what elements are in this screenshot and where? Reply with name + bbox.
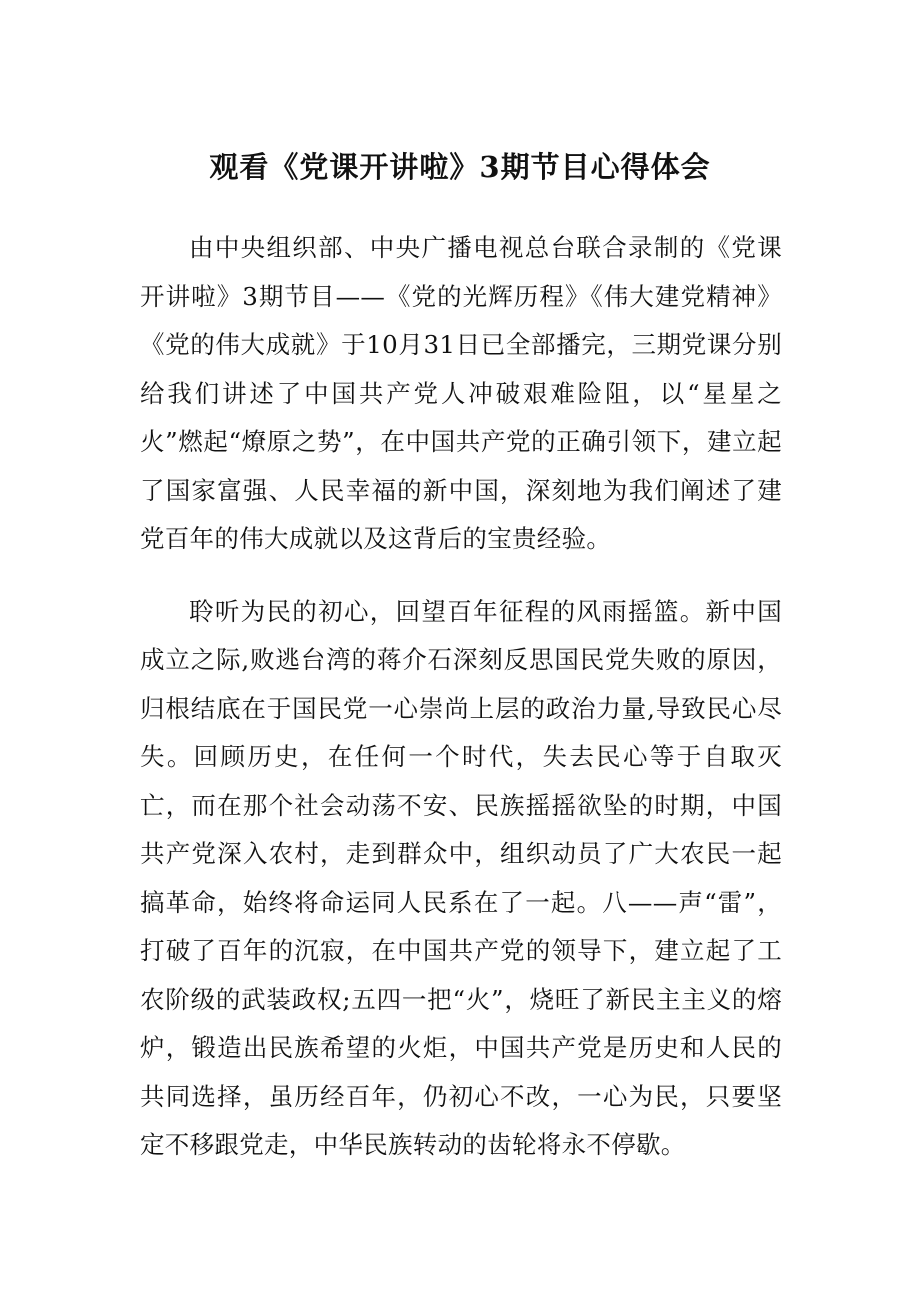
paragraph-1: 由中央组织部、中央广播电视总台联合录制的《党课开讲啦》3期节目——《党的光辉历程》《伟大建党精神》《党的伟大成就》于10月31日已全部播完，三期党课分别给我们讲述了中国共产党人冲破艰难险阻，以“星星之火”燃起“燎原之势”，在中国共产党的正确引领下，建立起了国家富强、人民幸福的新中国，深刻地为我们阐述了建党百年的伟大成就以及这背后的宝贵经验。 xyxy=(140,233,782,553)
document-body xyxy=(140,224,782,1194)
document-title: 观看《党课开讲啦》3期节目心得体会 xyxy=(209,150,711,184)
paragraph-2: 聆听为民的初心，回望百年征程的风雨摇篮。新中国成立之际,败逃台湾的蒋介石深刻反思国民党失败的原因，归根结底在于国民党一心崇尚上层的政治力量,导致民心尽失。回顾历史，在任何一个时代，失去民心等于自取灭亡，而在那个社会动荡不安、民族摇摇欲坠的时期，中国共产党深入农村，走到群众中，组织动员了广大农民一起搞革命，始终将命运同人民系在了一起。八——声“雷”，打破了百年的沉寂，在中国共产党的领导下，建立起了工农阶级的武装政权;五四一把“火”，烧旺了新民主主义的熔炉，锻造出民族希望的火炬，中国共产党是历史和人民的共同选择，虽历经百年，仍初心不改，一心为民，只要坚定不移跟党走，中华民族转动的齿轮将永不停歇。 xyxy=(140,596,782,1159)
